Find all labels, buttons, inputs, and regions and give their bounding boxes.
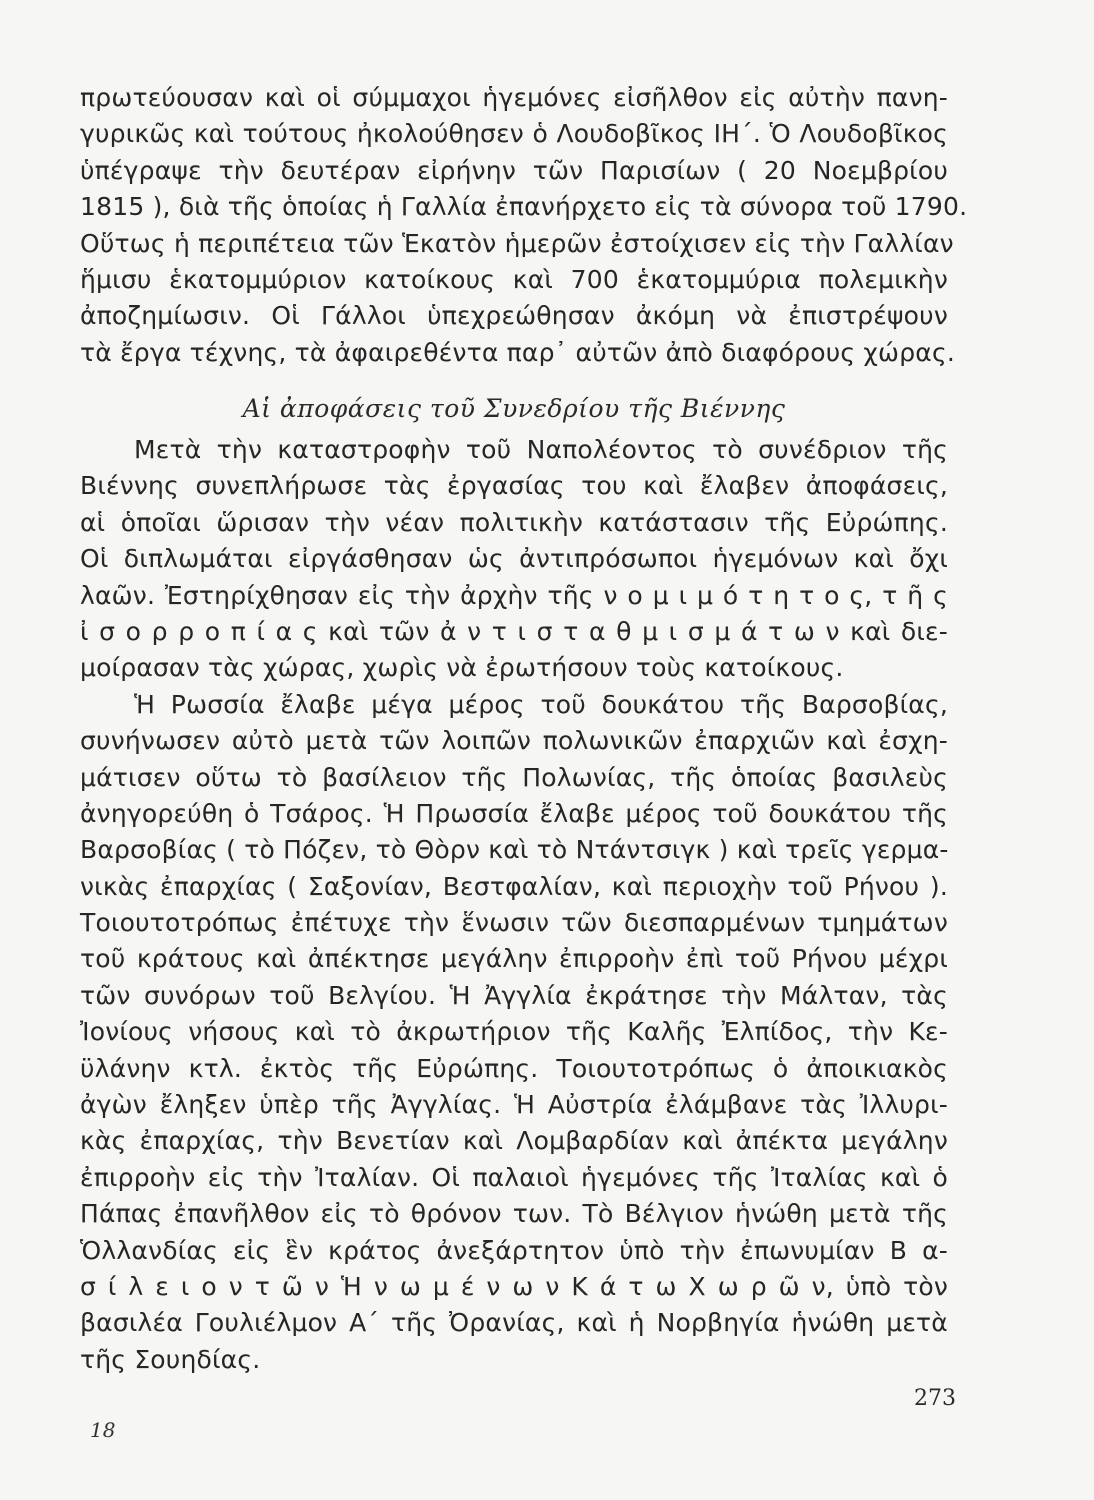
text-line: Βιέννης συνεπλήρωσε τὰς ἐργασίας του καὶ ἔλαβεν ἀποφάσεις, (80, 471, 948, 501)
text-line: μοίρασαν τὰς χώρας, χωρὶς νὰ ἐρωτήσουν τοὺς κατοίκους. (80, 653, 844, 683)
text-line: σ ί λ ε ι ο ν τ ῶ ν Ἡ ν ω μ έ ν ω ν Κ ά τ ω Χ ω ρ ῶ ν, ὑπὸ τὸν (80, 1271, 948, 1301)
text-line: Ἡ Ρωσσία ἔλαβε μέγα μέρος τοῦ δουκάτου τῆς Βαρσοβίας, (134, 689, 948, 719)
text-line: Μετὰ τὴν καταστροφὴν τοῦ Ναπολέοντος τὸ συνέδριον τῆς (134, 435, 948, 464)
text-line: Ἰονίους νήσους καὶ τὸ ἀκρωτήριον τῆς Καλῆς Ἐλπίδος, τὴν Κε- (80, 1017, 948, 1047)
signature-mark: 18 (90, 1418, 116, 1442)
section-heading: Αἱ ἀποφάσεις τοῦ Συνεδρίου τῆς Βιέννης (242, 394, 786, 423)
text-line: ϋλάνην κτλ. ἐκτὸς τῆς Εὐρώπης. Τοιουτοτρόπως ὁ ἀποικιακὸς (80, 1053, 948, 1083)
text-line: αἱ ὁποῖαι ὥρισαν τὴν νέαν πολιτικὴν κατάστασιν τῆς Εὐρώπης. (80, 507, 948, 537)
text-line: Βαρσοβίας ( τὸ Πόζεν, τὸ Θὸρν καὶ τὸ Ντάντσιγκ ) καὶ τρεῖς γερμα- (80, 835, 949, 865)
text-line: νικὰς ἐπαρχίας ( Σαξονίαν, Βεστφαλίαν, καὶ περιοχὴν τοῦ Ρήνου ). (80, 871, 948, 901)
text-line: τοῦ κράτους καὶ ἀπέκτησε μεγάλην ἐπιρροὴν ἐπὶ τοῦ Ρήνου μέχρι (80, 944, 948, 974)
text-line: ἥμισυ ἑκατομμύριον κατοίκους καὶ 700 ἑκατομμύρια πολεμικὴν (80, 264, 948, 294)
text-line: ἀποζημίωσιν. Οἱ Γάλλοι ὑπεχρεώθησαν ἀκόμη νὰ ἐπιστρέψουν (80, 301, 948, 331)
text-line: 1815 ), διὰ τῆς ὁποίας ἡ Γαλλία ἐπανήρχετο εἰς τὰ σύνορα τοῦ 1790. (80, 192, 968, 222)
text-line: κὰς ἐπαρχίας, τὴν Βενετίαν καὶ Λομβαρδίαν καὶ ἀπέκτα μεγάλην (80, 1126, 948, 1156)
text-line: μάτισεν οὕτω τὸ βασίλειον τῆς Πολωνίας, τῆς ὁποίας βασιλεὺς (80, 762, 948, 792)
text-line: Οὕτως ἡ περιπέτεια τῶν Ἑκατὸν ἡμερῶν ἐστοίχισεν εἰς τὴν Γαλλίαν (80, 228, 954, 258)
text-line: τὰ ἔργα τέχνης, τὰ ἀφαιρεθέντα παρ᾽ αὐτῶν ἀπὸ διαφόρους χώρας. (80, 337, 955, 367)
text-line: συνήνωσεν αὐτὸ μετὰ τῶν λοιπῶν πολωνικῶν ἐπαρχιῶν καὶ ἐσχη- (80, 726, 948, 756)
text-line: γυρικῶς καὶ τούτους ἠκολούθησεν ὁ Λουδοβῖκος ΙΗ΄. Ὁ Λουδοβῖκος (80, 119, 948, 149)
paragraph-1 (80, 80, 968, 371)
page-number: 273 (914, 1386, 956, 1411)
text-line: ὑπέγραψε τὴν δευτέραν εἰρήνην τῶν Παρισίων ( 20 Νοεμβρίου (80, 155, 948, 185)
text-line: ἰ σ ο ρ ρ ο π ί α ς καὶ τῶν ἀ ν τ ι σ τ α θ μ ι σ μ ά τ ω ν καὶ διε- (80, 616, 948, 646)
text-line: πρωτεύουσαν καὶ οἱ σύμμαχοι ἡγεμόνες εἰσῆλθον εἰς αὐτὴν πανη- (80, 83, 948, 112)
text-line: βασιλέα Γουλιέλμον Α΄ τῆς Ὀρανίας, καὶ ἡ Νορβηγία ἡνώθη μετὰ (80, 1308, 948, 1338)
text-line: τῶν συνόρων τοῦ Βελγίου. Ἡ Ἀγγλία ἐκράτησε τὴν Μάλταν, τὰς (80, 980, 948, 1010)
text-line: ἀγὼν ἔληξεν ὑπὲρ τῆς Ἀγγλίας. Ἡ Αὐστρία ἐλάμβανε τὰς Ἰλλυρι- (80, 1090, 948, 1120)
text-line: Πάπας ἐπανῆλθον εἰς τὸ θρόνον των. Τὸ Βέλγιον ἡνώθη μετὰ τῆς (80, 1199, 948, 1229)
text-line: Οἱ διπλωμάται εἰργάσθησαν ὡς ἀντιπρόσωποι ἡγεμόνων καὶ ὄχι (80, 544, 948, 574)
text-line: Ὁλλανδίας εἰς ἓν κράτος ἀνεξάρτητον ὑπὸ τὴν ἐπωνυμίαν Β α- (80, 1235, 948, 1265)
text-line: Τοιουτοτρόπως ἐπέτυχε τὴν ἕνωσιν τῶν διεσπαρμένων τμημάτων (80, 908, 948, 938)
text-line: λαῶν. Ἐστηρίχθησαν εἰς τὴν ἀρχὴν τῆς ν ο μ ι μ ό τ η τ ο ς, τ ῆ ς (80, 580, 948, 610)
text-line: ἐπιρροὴν εἰς τὴν Ἰταλίαν. Οἱ παλαιοὶ ἡγεμόνες τῆς Ἰταλίας καὶ ὁ (80, 1162, 948, 1192)
paragraph-2 (80, 432, 948, 1378)
text-line: τῆς Σουηδίας. (80, 1344, 261, 1374)
text-line: ἀνηγορεύθη ὁ Τσάρος. Ἡ Πρωσσία ἔλαβε μέρος τοῦ δουκάτου τῆς (80, 798, 948, 828)
